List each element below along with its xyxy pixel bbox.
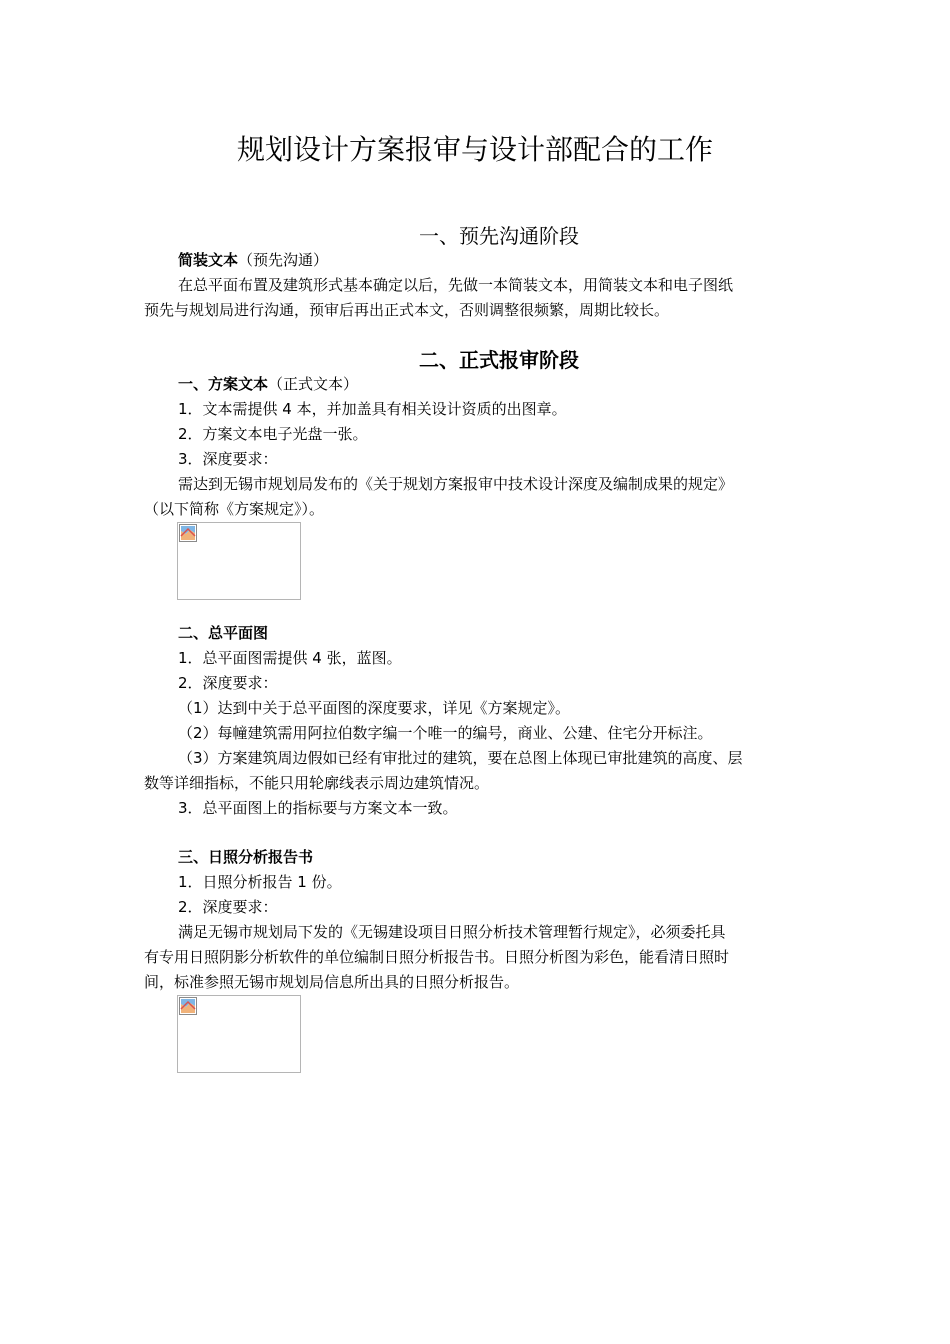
image-placeholder: [177, 522, 301, 600]
part1-paragraph-line: （以下简称《方案规定》）。: [144, 500, 325, 518]
section-heading-formal-review: 二、正式报审阶段: [419, 348, 579, 372]
part3-heading: 三、日照分析报告书: [178, 848, 314, 866]
list-item: 2．方案文本电子光盘一张。: [178, 425, 368, 443]
list-item: 1．日照分析报告 1 份。: [178, 873, 342, 891]
sub-item: （2）每幢建筑需用阿拉伯数字编一个唯一的编号，商业、公建、住宅分开标注。: [178, 724, 713, 742]
sub-item-continuation: 数等详细指标，不能只用轮廓线表示周边建筑情况。: [144, 774, 490, 792]
part3-paragraph-line: 间，标准参照无锡市规划局信息所出具的日照分析报告。: [144, 973, 520, 991]
section-heading-precommunication: 一、预先沟通阶段: [419, 224, 579, 248]
list-item: 1．总平面图需提供 4 张，蓝图。: [178, 649, 402, 667]
document-title: 规划设计方案报审与设计部配合的工作: [236, 133, 713, 166]
part1-heading-bold: 一、方案文本: [178, 375, 269, 393]
part1-paragraph-line: 需达到无锡市规划局发布的《关于规划方案报审中技术设计深度及编制成果的规定》: [178, 475, 734, 493]
sub-item: （1）达到中关于总平面图的深度要求，详见《方案规定》。: [178, 699, 571, 717]
section1-paragraph-line: 预先与规划局进行沟通，预审后再出正式本文，否则调整很频繁，周期比较长。: [144, 301, 670, 319]
part3-paragraph-line: 有专用日照阴影分析软件的单位编制日照分析报告书。日照分析图为彩色，能看清日照时: [144, 948, 730, 966]
section1-paragraph-line: 在总平面布置及建筑形式基本确定以后，先做一本简装文本，用简装文本和电子图纸: [178, 276, 734, 294]
section1-subheading: [178, 249, 328, 271]
list-item: 2．深度要求：: [178, 674, 278, 692]
part1-heading-note: （正式文本）: [268, 375, 359, 393]
section1-subheading-bold: 简装文本: [178, 251, 239, 269]
part1-heading: [178, 373, 358, 395]
sub-item: （3）方案建筑周边假如已经有审批过的建筑，要在总图上体现已审批建筑的高度、层: [178, 749, 743, 767]
list-item: 3．深度要求：: [178, 450, 278, 468]
image-placeholder: [177, 995, 301, 1073]
section1-subheading-note: （预先沟通）: [238, 251, 329, 269]
list-item: 2．深度要求：: [178, 898, 278, 916]
list-item: 1．文本需提供 4 本，并加盖具有相关设计资质的出图章。: [178, 400, 567, 418]
list-item: 3．总平面图上的指标要与方案文本一致。: [178, 799, 458, 817]
broken-image-icon: [179, 524, 197, 542]
part2-heading: 二、总平面图: [178, 624, 269, 642]
part3-paragraph-line: 满足无锡市规划局下发的《无锡建设项目日照分析技术管理暂行规定》，必须委托具: [178, 923, 726, 941]
broken-image-icon: [179, 997, 197, 1015]
